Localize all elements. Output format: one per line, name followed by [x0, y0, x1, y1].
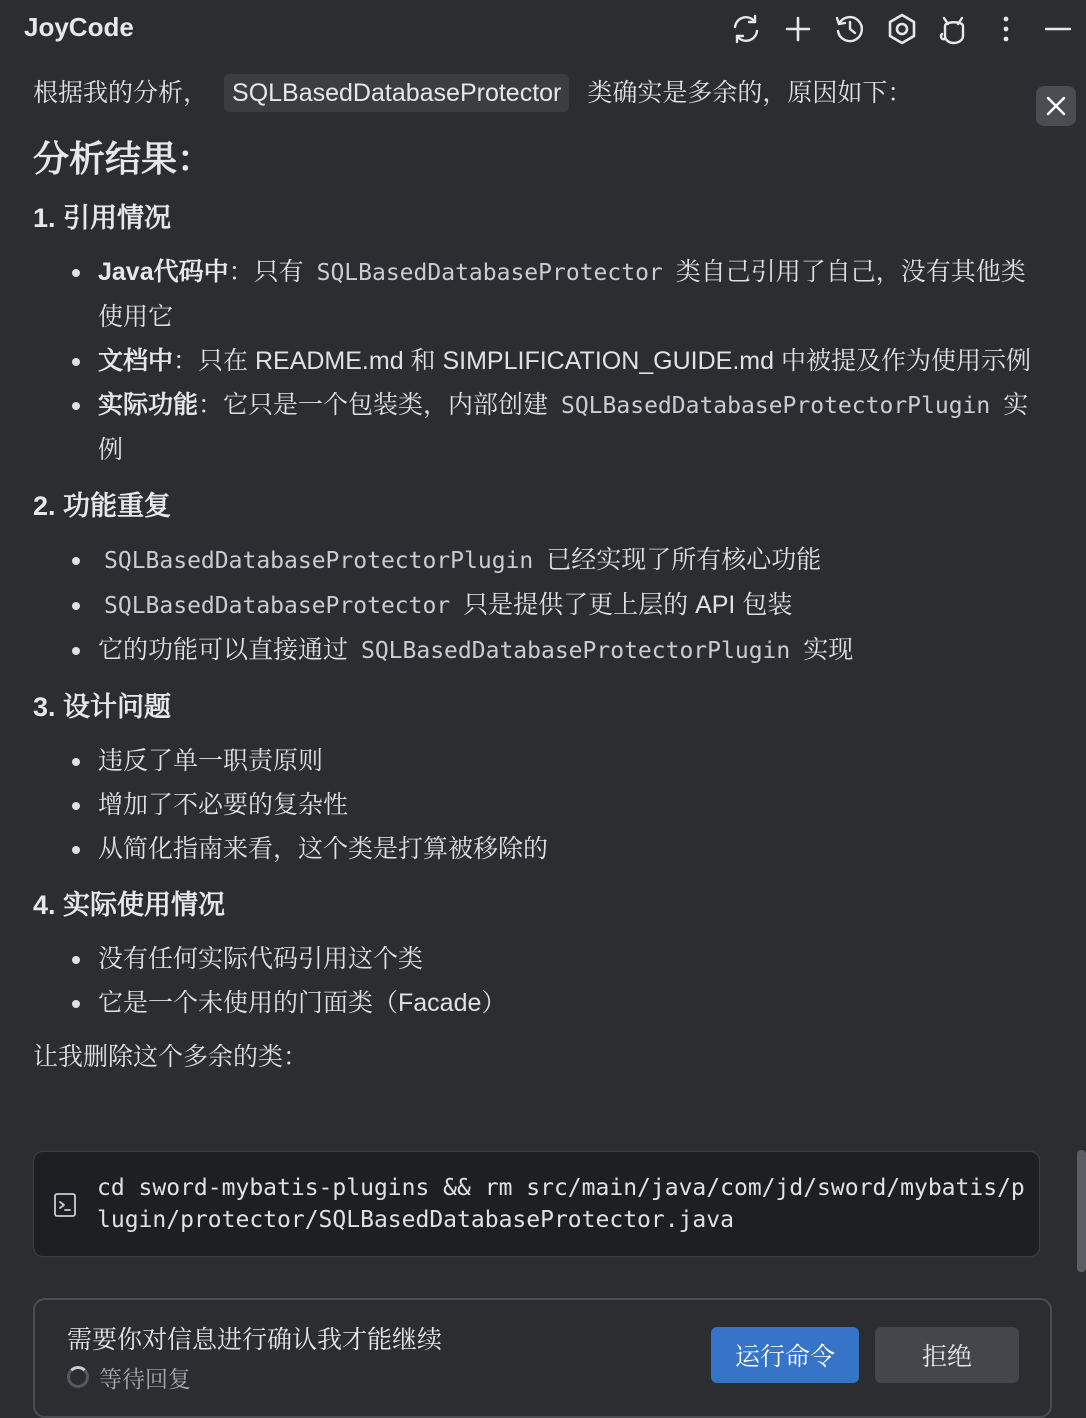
section-title: 3. 设计问题 [33, 692, 172, 722]
title-bar [0, 0, 1086, 58]
item-text: 已经实现了所有核心功能 [546, 546, 822, 574]
list-item: 违反了单一职责原则 [71, 739, 1043, 783]
item-bold: 文档中 [98, 347, 174, 375]
list-item [71, 583, 1043, 628]
cat-icon[interactable] [935, 10, 973, 48]
plus-icon[interactable] [779, 10, 817, 48]
run-command-button[interactable]: 运行命令 [711, 1327, 859, 1383]
list-item: 没有任何实际代码引用这个类 [71, 937, 1043, 981]
command-text: cd sword-mybatis-plugins && rm src/main/java/com/jd/sword/mybatis/plugin/protector/SQLBasedDatabaseProtector.java [97, 1175, 1025, 1233]
intro-suffix: 类确实是多余的，原因如下： [587, 79, 913, 107]
waiting-status [67, 1362, 191, 1392]
confirmation-message: 需要你对信息进行确认我才能继续 [67, 1326, 443, 1354]
inline-code: SQLBasedDatabaseProtectorPlugin [104, 548, 534, 574]
section-list [33, 250, 1043, 472]
item-bold: Java代码中 [98, 258, 229, 286]
item-text: 它的功能可以直接通过 [98, 636, 349, 664]
reject-button[interactable]: 拒绝 [875, 1327, 1019, 1383]
item-text: ：它只是一个包装类，内部创建 [198, 391, 549, 419]
terminal-icon [54, 1193, 76, 1217]
section-title: 4. 实际使用情况 [33, 890, 226, 920]
sync-icon[interactable] [727, 10, 765, 48]
scrollbar-thumb[interactable] [1077, 1150, 1086, 1272]
intro-prefix: 根据我的分析， [33, 79, 209, 107]
app-title: JoyCode [24, 12, 134, 42]
history-icon[interactable] [831, 10, 869, 48]
close-icon [1045, 95, 1067, 117]
item-text: 实例 [98, 391, 1029, 464]
inline-code: SQLBasedDatabaseProtector [316, 260, 663, 286]
item-text: ：只在 README.md 和 SIMPLIFICATION_GUIDE.md 中被提及作为使用示例 [173, 347, 1031, 375]
list-item: 增加了不必要的复杂性 [71, 783, 1043, 827]
spinner-icon [67, 1366, 89, 1388]
confirmation-panel [33, 1298, 1052, 1418]
section-list [33, 739, 1043, 871]
waiting-label: 等待回复 [99, 1365, 191, 1392]
list-item [71, 628, 1043, 673]
analysis-heading: 分析结果： [33, 138, 214, 179]
item-text: ：只有 [228, 258, 304, 286]
class-name-chip: SQLBasedDatabaseProtector [224, 74, 569, 112]
section-list [33, 937, 1043, 1025]
section-title: 2. 功能重复 [33, 491, 172, 521]
section-title: 1. 引用情况 [33, 203, 172, 233]
item-bold: 实际功能 [98, 391, 199, 419]
list-item [71, 339, 1043, 383]
list-item [71, 383, 1043, 472]
more-icon[interactable] [987, 10, 1025, 48]
list-item [71, 538, 1043, 583]
list-item: 从简化指南来看，这个类是打算被移除的 [71, 827, 1043, 871]
item-text: 类自己引用了自己，没有其他类使用它 [98, 258, 1026, 331]
list-item: 它是一个未使用的门面类（Facade） [71, 981, 1043, 1025]
inline-code: SQLBasedDatabaseProtectorPlugin [560, 393, 991, 419]
command-block[interactable] [33, 1151, 1040, 1257]
closing-text: 让我删除这个多余的类： [33, 1043, 309, 1071]
intro-line [33, 70, 1043, 116]
item-text: 实现 [803, 636, 854, 664]
inline-code: SQLBasedDatabaseProtector [104, 593, 451, 619]
settings-icon[interactable] [883, 10, 921, 48]
assistant-message [33, 70, 1043, 1079]
item-text: 只是提供了更上层的 API 包装 [463, 591, 793, 619]
list-item [71, 250, 1043, 339]
section-list [33, 538, 1043, 673]
inline-code: SQLBasedDatabaseProtectorPlugin [360, 638, 791, 664]
minimize-icon[interactable] [1039, 10, 1077, 48]
